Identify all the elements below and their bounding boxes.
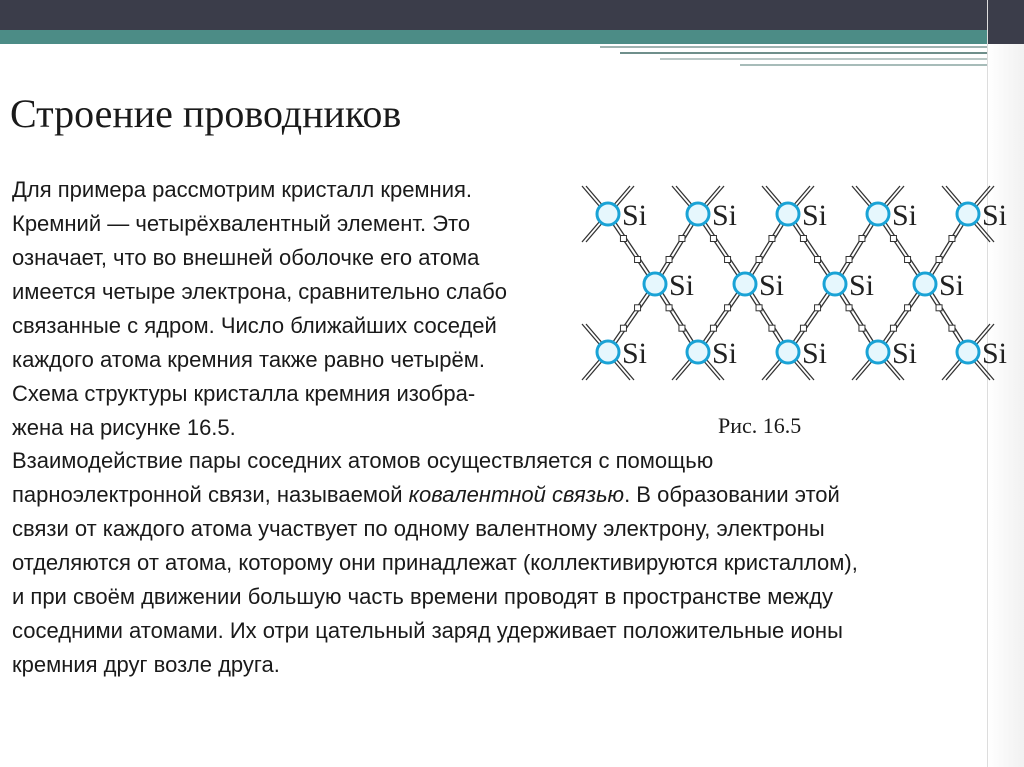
electron-mark xyxy=(859,325,865,331)
silicon-atom xyxy=(957,341,979,363)
electron-mark xyxy=(620,325,626,331)
text-line: означает, что во внешней оболочке его атома xyxy=(12,245,480,270)
atom-label: Si xyxy=(982,199,1008,232)
silicon-atom xyxy=(644,273,666,295)
text-line: соседними атомами. Их отри цательный заряд удерживает положительные ионы xyxy=(12,618,843,643)
electron-mark xyxy=(936,305,942,311)
text-line: имеется четыре электрона, сравнительно слабо xyxy=(12,279,507,304)
intro-paragraph xyxy=(12,173,587,445)
text-line: жена на рисунке 16.5. xyxy=(12,415,236,440)
text-line xyxy=(12,478,1012,512)
text-line: Для примера рассмотрим кристалл кремния. xyxy=(12,177,473,202)
text-line: связанные с ядром. Число ближайших соседей xyxy=(12,313,497,338)
electron-mark xyxy=(936,257,942,263)
atom-label: Si xyxy=(622,337,648,370)
electron-mark xyxy=(666,305,672,311)
electron-mark xyxy=(890,236,896,242)
figure-caption: Рис. 16.5 xyxy=(718,413,802,438)
text-line: Кремний — четырёхвалентный элемент. Это xyxy=(12,211,471,236)
silicon-atom xyxy=(867,341,889,363)
atom-label: Si xyxy=(669,269,695,302)
electron-mark xyxy=(769,325,775,331)
atom-label: Si xyxy=(802,199,828,232)
silicon-atom xyxy=(957,203,979,225)
silicon-atom xyxy=(777,203,799,225)
atom-label: Si xyxy=(892,199,918,232)
atom-label: Si xyxy=(622,199,648,232)
electron-mark xyxy=(815,257,821,263)
silicon-atom xyxy=(734,273,756,295)
silicon-atom xyxy=(914,273,936,295)
term-covalent-bond: ковалентной связью xyxy=(408,482,625,507)
electron-mark xyxy=(710,325,716,331)
electron-mark xyxy=(635,305,641,311)
electron-mark xyxy=(635,257,641,263)
header-band xyxy=(0,0,1024,30)
text-line: и при своём движении большую часть времени проводят в пространстве между xyxy=(12,584,833,609)
accent-stripe xyxy=(0,30,1024,44)
decorative-lines xyxy=(600,44,1024,70)
silicon-atom xyxy=(777,341,799,363)
text-line: каждого атома кремния также равно четырём. xyxy=(12,347,485,372)
electron-mark xyxy=(710,236,716,242)
silicon-atom xyxy=(867,203,889,225)
electron-mark xyxy=(905,305,911,311)
slide-title: Строение проводников xyxy=(10,91,402,136)
electron-mark xyxy=(725,305,731,311)
silicon-atom xyxy=(687,341,709,363)
text-line: отделяются от атома, которому они принадлежат (коллективируются кристаллом), xyxy=(12,550,858,575)
electron-mark xyxy=(949,325,955,331)
electron-mark xyxy=(890,325,896,331)
text-fragment: парноэлектронной связи, называемой xyxy=(12,482,409,507)
electron-mark xyxy=(769,236,775,242)
electron-mark xyxy=(679,325,685,331)
silicon-crystal-diagram xyxy=(578,170,1024,405)
atom-label: Si xyxy=(802,337,828,370)
covalent-paragraph xyxy=(12,444,1012,682)
atom-label: Si xyxy=(712,337,738,370)
electron-mark xyxy=(756,305,762,311)
electron-mark xyxy=(756,257,762,263)
text-line: Взаимодействие пары соседних атомов осуществляется с помощью xyxy=(12,448,714,473)
atom-label: Si xyxy=(939,269,965,302)
electron-mark xyxy=(815,305,821,311)
silicon-atom xyxy=(824,273,846,295)
silicon-atom xyxy=(597,341,619,363)
atom-label: Si xyxy=(712,199,738,232)
text-fragment: . В образовании этой xyxy=(624,482,840,507)
silicon-atom xyxy=(597,203,619,225)
electron-mark xyxy=(725,257,731,263)
atom-label: Si xyxy=(982,337,1008,370)
electron-mark xyxy=(949,236,955,242)
silicon-atom xyxy=(687,203,709,225)
electron-mark xyxy=(846,305,852,311)
atom-label: Si xyxy=(759,269,785,302)
text-line: связи от каждого атома участвует по одному валентному электрону, электроны xyxy=(12,516,825,541)
electron-mark xyxy=(679,236,685,242)
electron-mark xyxy=(620,236,626,242)
text-line: кремния друг возле друга. xyxy=(12,652,280,677)
text-line: Схема структуры кристалла кремния изобра- xyxy=(12,381,476,406)
electron-mark xyxy=(800,325,806,331)
atom-label: Si xyxy=(849,269,875,302)
electron-mark xyxy=(905,257,911,263)
electron-mark xyxy=(859,236,865,242)
electron-mark xyxy=(846,257,852,263)
electron-mark xyxy=(800,236,806,242)
atom-label: Si xyxy=(892,337,918,370)
electron-mark xyxy=(666,257,672,263)
